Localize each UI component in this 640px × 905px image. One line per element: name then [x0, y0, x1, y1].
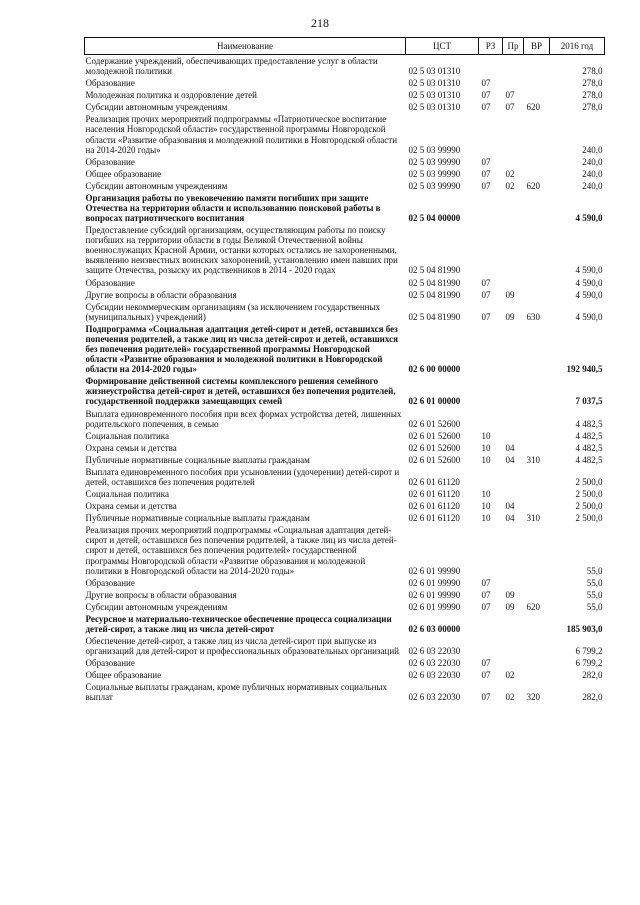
cst-cell: 02 5 04 81990 [408, 277, 461, 288]
vr-cell [524, 466, 550, 488]
name-cell: Субсидии некоммерческим организациям (за исключением государственных (муниципальных) учреждений) [85, 301, 381, 322]
cst-cell: 02 6 03 00000 [408, 623, 461, 634]
vr-cell [524, 500, 550, 512]
vr-cell: 620 [526, 180, 540, 191]
amount-cell: 4 482,5 [575, 442, 603, 453]
vr-cell [524, 277, 550, 289]
rz-cell: 07 [481, 658, 491, 669]
table-row [85, 466, 605, 488]
vr-cell [524, 408, 550, 430]
name-cell: Образование [85, 156, 135, 167]
pr-cell [503, 408, 524, 430]
header-amount: 2016 год [550, 38, 605, 55]
rz-cell: 10 [481, 454, 491, 465]
vr-cell [524, 289, 550, 301]
vr-cell [524, 589, 550, 601]
vr-cell [524, 635, 550, 657]
name-cell: Выплата единовременного пособия при всех формах устройства детей, лишенных родительского попечения, в семью [85, 408, 402, 429]
name-cell: Выплата единовременного пособия при усыновлении (удочерении) детей-сирот и детей, оставшихся без попечения родителей [85, 466, 400, 487]
cst-cell: 02 5 03 01310 [408, 66, 461, 77]
table-row [85, 180, 605, 192]
name-cell: Общее образование [85, 168, 162, 179]
amount-cell: 4 590,0 [575, 265, 603, 276]
pr-cell [503, 192, 524, 224]
amount-cell: 4 590,0 [575, 289, 603, 300]
amount-cell: 6 799,2 [575, 658, 603, 669]
name-cell: Другие вопросы в области образования [85, 289, 237, 300]
page-number: 218 [311, 16, 329, 30]
table-row [85, 657, 605, 669]
cst-cell: 02 5 03 99990 [408, 168, 461, 179]
amount-cell: 4 590,0 [575, 213, 603, 224]
pr-cell: 07 [505, 90, 515, 101]
cst-cell: 02 6 03 22030 [408, 670, 461, 681]
pr-cell: 02 [505, 180, 515, 191]
pr-cell [503, 323, 524, 375]
table-row [85, 77, 605, 89]
pr-cell [503, 375, 524, 407]
cst-cell: 02 5 04 00000 [408, 213, 461, 224]
table-row [85, 454, 605, 466]
pr-cell: 09 [505, 589, 515, 600]
pr-cell: 04 [505, 454, 515, 465]
cst-cell: 02 6 01 99990 [408, 565, 461, 576]
amount-cell: 4 482,5 [575, 430, 603, 441]
name-cell: Подпрограмма «Социальная адаптация детей-сирот и детей, оставшихся без попечения родителей, а также лиц из числа детей-сирот и детей, оставшихся без попечения родителей» государственной программы Новгородской области «Развитие образования и молодежной политики в Новгородской области на 2014-2020 годы» [85, 323, 398, 375]
rz-cell: 10 [481, 489, 491, 500]
amount-cell: 2 500,0 [575, 489, 603, 500]
table-row [85, 613, 605, 635]
table-row [85, 408, 605, 430]
amount-cell: 4 590,0 [575, 311, 603, 322]
vr-cell [524, 224, 550, 276]
table-row [85, 589, 605, 601]
vr-cell [524, 323, 550, 375]
pr-cell: 02 [505, 670, 515, 681]
pr-cell [503, 613, 524, 635]
amount-cell: 7 037,5 [575, 396, 603, 407]
rz-cell: 07 [481, 577, 491, 588]
name-cell: Реализация прочих мероприятий подпрограммы «Патриотическое воспитание населения Новгородской области» государственной программы Новгородской области «Развитие образования и молодежной политики в Новгородской области на 2014-2020 годы» [85, 114, 398, 155]
cst-cell: 02 5 03 01310 [408, 102, 461, 113]
table-row [85, 681, 605, 703]
name-cell: Социальная политика [85, 489, 169, 500]
name-cell: Образование [85, 277, 135, 288]
header-row [85, 38, 605, 55]
amount-cell: 55,0 [586, 577, 603, 588]
name-cell: Социальные выплаты гражданам, кроме публичных нормативных социальных выплат [85, 682, 387, 703]
name-cell: Образование [85, 658, 135, 669]
rz-cell: 10 [481, 430, 491, 441]
cst-cell: 02 6 01 52600 [408, 442, 461, 453]
cst-cell: 02 6 01 52600 [408, 430, 461, 441]
pr-cell: 04 [505, 513, 515, 524]
vr-cell [524, 77, 550, 89]
name-cell: Ресурсное и материально-техническое обеспечение процесса социализации детей-сирот, а также лиц из числа детей-сирот [85, 613, 392, 634]
name-cell: Предоставление субсидий организациям, осуществляющим работы по поиску погибших на территории области в годы Великой Отечественной войны военнослужащих Красной Армии, останки которых остались не захороненными, выявлению неизвестных воинских захоронений, установлению имен павших при защите Отечества, розыску их родственников в 2014 - 2020 годах [85, 225, 398, 276]
rz-cell: 07 [481, 277, 491, 288]
amount-cell: 282,0 [582, 692, 603, 703]
table-row [85, 524, 605, 576]
name-cell: Охрана семьи и детства [85, 442, 177, 453]
cst-cell: 02 6 03 22030 [408, 658, 461, 669]
pr-cell [503, 657, 524, 669]
vr-cell [524, 55, 550, 78]
vr-cell [524, 156, 550, 168]
amount-cell: 240,0 [582, 180, 603, 191]
pr-cell: 04 [505, 501, 515, 512]
amount-cell: 55,0 [586, 601, 603, 612]
cst-cell: 02 6 01 52600 [408, 454, 461, 465]
amount-cell: 185 903,0 [566, 623, 603, 634]
vr-cell [524, 192, 550, 224]
pr-cell: 07 [505, 102, 515, 113]
cst-cell: 02 5 04 81990 [408, 265, 461, 276]
pr-cell: 04 [505, 442, 515, 453]
pr-cell: 09 [505, 311, 515, 322]
name-cell: Социальная политика [85, 430, 169, 441]
header-vr: ВР [524, 38, 550, 55]
name-cell: Организация работы по увековечению памяти погибших при защите Отечества на территории области и использованию поисковой работы в вопросах патриотического воспитания [85, 192, 381, 224]
cst-cell: 02 5 03 99990 [408, 156, 461, 167]
rz-cell [479, 224, 503, 276]
vr-cell: 310 [526, 513, 540, 524]
amount-cell: 2 500,0 [575, 501, 603, 512]
pr-cell [503, 55, 524, 78]
pr-cell [503, 635, 524, 657]
pr-cell [503, 77, 524, 89]
table-row [85, 323, 605, 375]
table-row [85, 224, 605, 276]
pr-cell [503, 430, 524, 442]
table-row [85, 192, 605, 224]
rz-cell [479, 55, 503, 78]
vr-cell: 310 [526, 454, 540, 465]
rz-cell: 07 [481, 670, 491, 681]
name-cell: Публичные нормативные социальные выплаты гражданам [85, 454, 310, 465]
table-row [85, 512, 605, 524]
rz-cell: 07 [481, 78, 491, 89]
vr-cell [524, 89, 550, 101]
rz-cell: 10 [481, 442, 491, 453]
amount-cell: 282,0 [582, 670, 603, 681]
pr-cell: 02 [505, 168, 515, 179]
vr-cell [524, 168, 550, 180]
pr-cell [503, 277, 524, 289]
table-row [85, 89, 605, 101]
rz-cell: 07 [481, 311, 491, 322]
amount-cell: 278,0 [582, 102, 603, 113]
amount-cell: 2 500,0 [575, 476, 603, 487]
cst-cell: 02 6 01 61120 [408, 501, 460, 512]
table-row [85, 669, 605, 681]
pr-cell [503, 524, 524, 576]
amount-cell: 278,0 [582, 90, 603, 101]
rz-cell: 10 [481, 501, 491, 512]
cst-cell: 02 6 01 99990 [408, 601, 461, 612]
table-row [85, 55, 605, 78]
rz-cell: 07 [481, 102, 491, 113]
name-cell: Содержание учреждений, обеспечивающих предоставление услуг в области молодежной политики [85, 56, 378, 77]
rz-cell: 07 [481, 90, 491, 101]
rz-cell: 07 [481, 156, 491, 167]
table-row [85, 577, 605, 589]
table-row [85, 635, 605, 657]
header-name: Наименование [85, 38, 406, 55]
amount-cell: 2 500,0 [575, 513, 603, 524]
amount-cell: 278,0 [582, 78, 603, 89]
name-cell: Субсидии автономным учреждениям [85, 601, 228, 612]
table-row [85, 301, 605, 323]
header-cst: ЦСТ [406, 38, 479, 55]
cst-cell: 02 6 03 22030 [408, 646, 461, 657]
vr-cell [524, 442, 550, 454]
amount-cell: 278,0 [582, 66, 603, 77]
vr-cell [524, 113, 550, 155]
name-cell: Образование [85, 577, 135, 588]
name-cell: Общее образование [85, 670, 162, 681]
amount-cell: 6 799,2 [575, 646, 603, 657]
name-cell: Обеспечение детей-сирот, а также лиц из числа детей-сирот при выпуске из организаций для детей-сирот и профессиональных образовательных организаций [85, 636, 399, 657]
vr-cell [524, 657, 550, 669]
vr-cell [524, 375, 550, 407]
table-row [85, 500, 605, 512]
vr-cell [524, 430, 550, 442]
cst-cell: 02 6 01 99990 [408, 577, 461, 588]
rz-cell [479, 635, 503, 657]
pr-cell: 09 [505, 289, 515, 300]
amount-cell: 240,0 [582, 168, 603, 179]
cst-cell: 02 5 03 01310 [408, 78, 461, 89]
cst-cell: 02 6 00 00000 [408, 364, 461, 375]
header-rz: РЗ [479, 38, 503, 55]
rz-cell: 07 [481, 601, 491, 612]
vr-cell: 620 [526, 601, 540, 612]
rz-cell [479, 375, 503, 407]
cst-cell: 02 5 04 81990 [408, 311, 461, 322]
vr-cell: 320 [526, 692, 540, 703]
amount-cell: 4 590,0 [575, 277, 603, 288]
name-cell: Субсидии автономным учреждениям [85, 102, 228, 113]
budget-table [84, 37, 605, 704]
pr-cell [503, 156, 524, 168]
table-row [85, 156, 605, 168]
vr-cell [524, 577, 550, 589]
table-body [85, 55, 605, 704]
rz-cell [479, 323, 503, 375]
table-row [85, 488, 605, 500]
rz-cell: 07 [481, 289, 491, 300]
header-pr: Пр [503, 38, 524, 55]
cst-cell: 02 5 03 99990 [408, 180, 461, 191]
rz-cell [479, 466, 503, 488]
cst-cell: 02 6 01 61120 [408, 489, 460, 500]
cst-cell: 02 6 01 00000 [408, 396, 461, 407]
amount-cell: 240,0 [582, 156, 603, 167]
pr-cell [503, 224, 524, 276]
rz-cell: 07 [481, 168, 491, 179]
name-cell: Формирование действенной системы комплексного решения семейного жизнеустройства детей-сирот и детей, оставшихся без попечения родителей, государственной поддержки замещающих семей [85, 376, 396, 407]
pr-cell: 09 [505, 601, 515, 612]
name-cell: Реализация прочих мероприятий подпрограммы «Социальная адаптация детей-сирот и детей, оставшихся без попечения родителей, а также лиц из числа детей-сирот и детей, оставшихся без попечения родителей» государственной программы Новгородской области «Развитие образования и молодежной политики в Новгородской области на 2014-2020 годы» [85, 525, 397, 576]
table-row [85, 442, 605, 454]
pr-cell [503, 113, 524, 155]
amount-cell: 4 482,5 [575, 418, 603, 429]
name-cell: Другие вопросы в области образования [85, 589, 237, 600]
amount-cell: 55,0 [586, 565, 603, 576]
table-row [85, 113, 605, 155]
table-row [85, 277, 605, 289]
rz-cell [479, 113, 503, 155]
pr-cell [503, 488, 524, 500]
cst-cell: 02 6 01 99990 [408, 589, 461, 600]
amount-cell: 4 482,5 [575, 454, 603, 465]
pr-cell [503, 577, 524, 589]
table-row [85, 168, 605, 180]
name-cell: Субсидии автономным учреждениям [85, 180, 228, 191]
cst-cell: 02 6 01 61120 [408, 513, 460, 524]
pr-cell: 02 [505, 692, 515, 703]
table-header [85, 38, 605, 55]
rz-cell [479, 524, 503, 576]
rz-cell: 07 [481, 692, 491, 703]
cst-cell: 02 6 03 22030 [408, 692, 461, 703]
amount-cell: 55,0 [586, 589, 603, 600]
rz-cell [479, 192, 503, 224]
table-row [85, 430, 605, 442]
table-row [85, 101, 605, 113]
vr-cell: 620 [526, 102, 540, 113]
rz-cell: 07 [481, 589, 491, 600]
rz-cell: 10 [481, 513, 491, 524]
vr-cell [524, 669, 550, 681]
cst-cell: 02 5 03 01310 [408, 90, 461, 101]
rz-cell [479, 408, 503, 430]
rz-cell: 07 [481, 180, 491, 191]
name-cell: Образование [85, 78, 135, 89]
vr-cell [524, 524, 550, 576]
cst-cell: 02 5 04 81990 [408, 289, 461, 300]
rz-cell [479, 613, 503, 635]
cst-cell: 02 6 01 52600 [408, 418, 461, 429]
cst-cell: 02 6 01 61120 [408, 476, 460, 487]
amount-cell: 192 940,5 [566, 364, 603, 375]
pr-cell [503, 466, 524, 488]
table-row [85, 375, 605, 407]
name-cell: Публичные нормативные социальные выплаты гражданам [85, 513, 310, 524]
vr-cell [524, 488, 550, 500]
table-row [85, 601, 605, 613]
table-row [85, 289, 605, 301]
cst-cell: 02 5 03 99990 [408, 144, 461, 155]
vr-cell [524, 613, 550, 635]
vr-cell: 630 [526, 311, 540, 322]
name-cell: Охрана семьи и детства [85, 501, 177, 512]
name-cell: Молодежная политика и оздоровление детей [85, 90, 257, 101]
amount-cell: 240,0 [582, 144, 603, 155]
